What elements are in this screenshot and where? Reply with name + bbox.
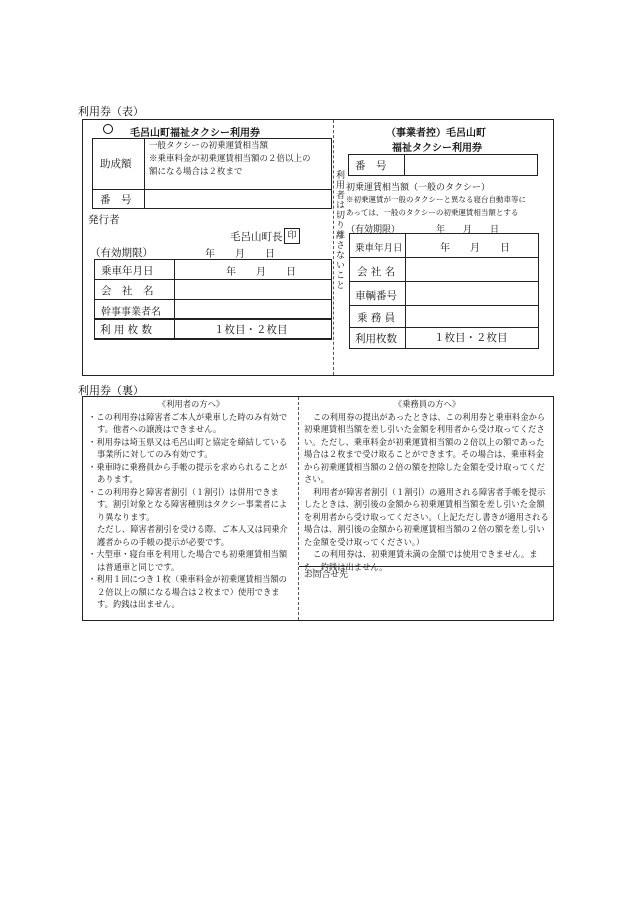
right-validity-date: 年 月 日 [436,225,500,235]
right-title-line2: 福祉タクシー利用券 [392,143,482,154]
users-item: ・利用１回につき１枚（乗車料金が初乗運賃相当額の２倍以上の額になる場合は２枚まで）使用できます。釣銭は出ません。 [88,574,287,609]
number-label: 番 号 [100,194,132,206]
seal-mark: 印 [284,228,300,244]
users-item: ・この利用券と障害者割引（１割引）は併用できます。割引対象となる障害種別はタクシー事業者により異なります。 [88,486,288,522]
users-item: ・この利用券は障害者ご本人が乗車した時のみ有効です。他者への譲渡はできません。 [88,411,288,434]
issuer-name: 毛呂山町長 [230,231,283,243]
right-count-value: １枚目・２枚目 [434,332,508,344]
crew-para: 利用者が障害者割引（１割引）の適用される障害者手帳を提示したときは、割引後の金額から初乗運賃相当額を差し引いた金額を利用者から受け取ってください。（上記ただし書きが適用される場合は、割引後の金額から初乗運賃相当額の２倍の額を差し引いた金額を受け取ってください。） [304,486,549,547]
subsidy-line1: 一般タクシーの初乗運賃相当額 [149,141,269,151]
fare-note1: ※初乗運賃が一般のタクシーと異なる寝台自動車等に [346,195,526,204]
users-item: ・利用券は埼玉県又は毛呂山町と協定を締結している事業所に対してのみ有効です。 [88,436,288,459]
back-divider [298,397,299,620]
count-label: 利 用 枚 数 [100,324,153,336]
circle-mark-icon [103,124,113,134]
subsidy-line3: 額になる場合は２枚まで [149,167,243,177]
vehicle-label: 車輌番号 [355,290,397,302]
fare-note2: あっては、一般のタクシーの初乗運賃相当額とする [346,208,519,217]
users-title: 《利用者の方へ》 [157,399,225,409]
crew-para: この利用券の提出があったときは、この利用券と乗車料金から初乗運賃相当額を差し引いた金額を利用者から受け取ってください。ただし、乗車料金が初乗運賃相当額の２倍以上の額であった場合は２枚まで受け取ることができます。その場合は、乗車料金から初乗運賃相当額の２倍の額を控除した金額を受け取ってください。 [304,411,546,484]
crew-title: 《乗務員の方へ》 [393,399,461,409]
right-title-line1: （事業者控）毛呂山町 [386,128,486,139]
crew-notes [304,398,550,573]
users-item: ・乗車時に乗務員から手帳の提示を求められることがあります。 [88,461,288,484]
users-item: ・大型車・寝台車を利用した場合でも初乗運賃相当額は普通車と同じです。 [88,549,288,572]
right-company-label: 会 社 名 [357,266,396,278]
issuer-label: 発行者 [88,214,120,226]
tear-instruction: 利用者は切り離さないこと [334,170,344,290]
ride-date-label: 乗車年月日 [101,265,154,277]
validity-date: 年 月 日 [205,249,275,260]
subsidy-line2: ※乗車料金が初乗運賃相当額の２倍以上の [149,154,311,164]
right-validity-label: （有効期限） [346,225,401,235]
front-heading: 利用券（表） [78,105,144,118]
right-ride-date-value: 年 月 日 [440,243,510,254]
count-value: １枚目・２枚目 [214,324,288,336]
contact-label: お問合せ先 [304,570,348,580]
staff-label: 幹事事業者名 [101,307,161,318]
ride-date-value: 年 月 日 [226,267,296,278]
crew-label: 乗 務 員 [357,312,396,324]
company-label: 会 社 名 [101,285,154,297]
back-heading: 利用券（裏） [78,384,144,397]
right-ride-date-label: 乗車年月日 [355,243,403,254]
users-item: ただし、障害者割引を受ける際、ご本人又は同乗介護者からの手帳の提示が必要です。 [97,524,288,547]
fare-label: 初乗運賃相当額（一般のタクシー） [346,183,491,193]
right-number-label: 番 号 [355,160,387,172]
crew-para: この利用券は、初乗運賃未満の金額では使用できません。また、釣銭は出ません。 [304,549,538,572]
subsidy-label: 助成額 [100,158,132,170]
right-count-label: 利用枚数 [355,333,397,345]
validity-label: （有効期限） [90,247,153,259]
users-notes [88,398,294,611]
left-title: 毛呂山町福祉タクシー利用券 [130,128,260,139]
